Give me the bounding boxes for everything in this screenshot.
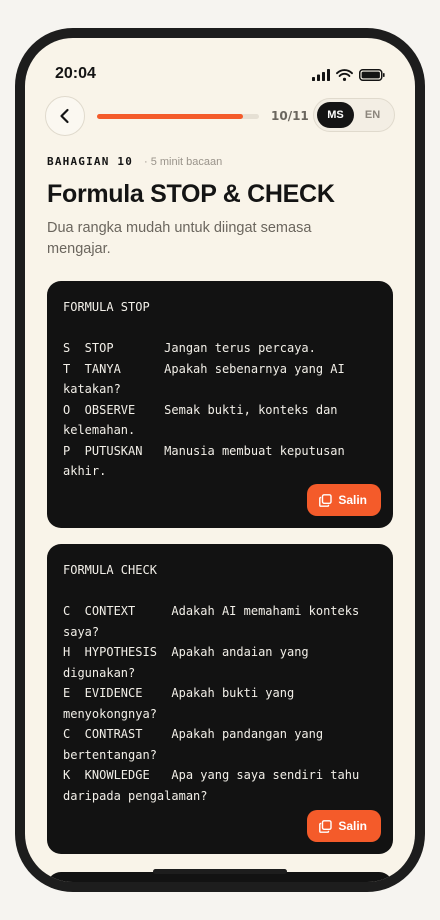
progress-fill — [97, 114, 243, 119]
progress-bar — [97, 114, 259, 119]
language-toggle — [313, 98, 395, 132]
formula-stop-text: FORMULA STOP S STOP Jangan terus percaya. T TANYA Apakah sebenarnya yang AI katakan? O OBSERVE Semak bukti, konteks dan kelemahan. P PUTUSKAN Manusia membuat keputusan akhir. — [63, 300, 345, 478]
wifi-icon — [336, 69, 353, 81]
formula-check-text: FORMULA CHECK C CONTEXT Adakah AI memahami konteks saya? H HYPOTHESIS Apakah andaian yang digunakan? E EVIDENCE Apakah bukti yang menyokongnya? C CONTRAST Apakah pandangan yang bertentangan? K KNOWLEDGE Apa yang saya sendiri tahu daripada pengalaman? — [63, 563, 360, 803]
formula-stop-card — [47, 281, 393, 528]
home-indicator — [153, 869, 287, 874]
copy-button-label: Salin — [338, 819, 367, 833]
lang-option-ms[interactable]: MS — [317, 102, 354, 128]
page-title: Formula STOP & CHECK — [47, 180, 335, 208]
back-button[interactable] — [45, 96, 85, 136]
formula-check-card — [47, 544, 393, 854]
signal-icon — [312, 69, 330, 81]
copy-button-label: Salin — [338, 493, 367, 507]
screen — [25, 38, 415, 882]
phone-frame — [15, 28, 425, 892]
copy-button[interactable] — [307, 810, 381, 842]
page-subtitle: Dua rangka mudah untuk diingat semasa mengajar. — [47, 220, 312, 257]
lang-option-en[interactable]: EN — [364, 109, 381, 121]
section-label: BAHAGIAN 10 — [47, 155, 134, 168]
copy-icon — [319, 494, 332, 507]
copy-icon — [319, 820, 332, 833]
copy-button[interactable] — [307, 484, 381, 516]
status-icons — [312, 69, 385, 81]
status-time: 20:04 — [55, 65, 96, 82]
battery-icon — [359, 69, 385, 81]
progress-text: 10/11 — [271, 109, 309, 123]
chevron-left-icon — [58, 108, 72, 124]
read-time: · 5 minit bacaan — [144, 156, 223, 168]
